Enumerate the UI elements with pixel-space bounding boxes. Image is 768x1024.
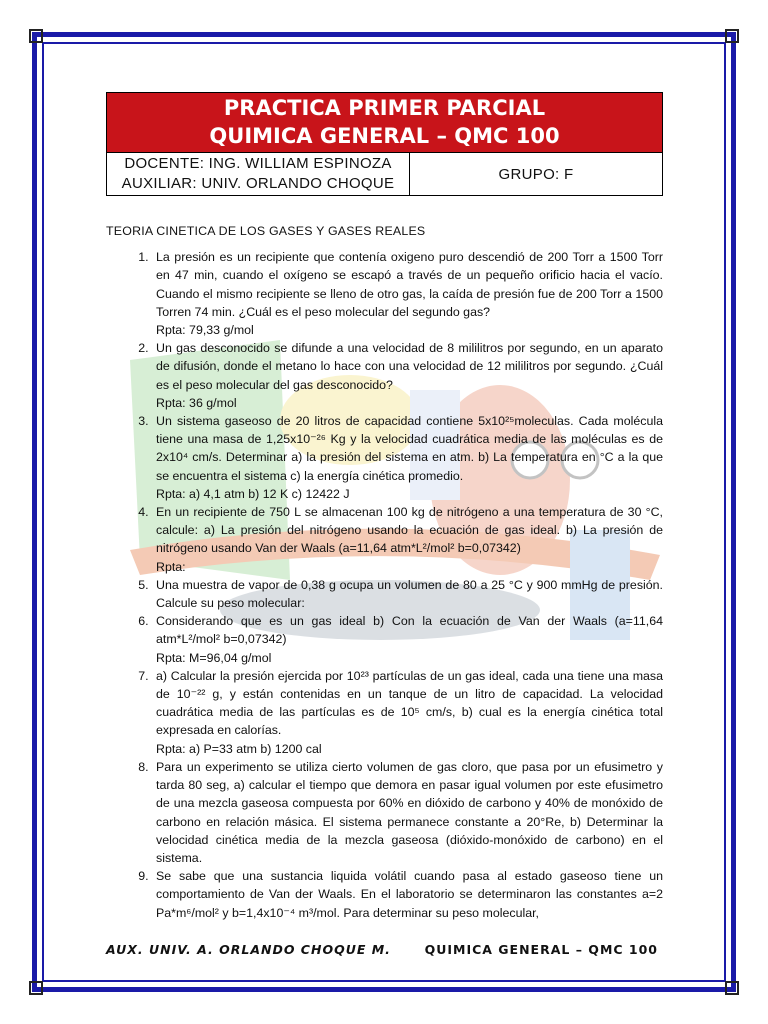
problem-text: En un recipiente de 750 L se almacenan 100 kg de nitrógeno a una temperatura de 30 °C, calcule: a) La presión del nitrógeno usando la ecuación de gas ideal. b) La presión de nitrógeno usando Van der Waals (a=11,64 atm*L²/mol² b=0,07342) — [156, 505, 663, 556]
problem-list — [106, 248, 663, 922]
footer-course: QUIMICA GENERAL – QMC 100 — [424, 942, 658, 957]
document-body — [106, 222, 663, 922]
problem-text: Una muestra de vapor de 0,38 g ocupa un volumen de 80 a 25 °C y 900 mmHg de presión. Calcule su peso molecular: — [156, 577, 663, 611]
problem-item — [152, 503, 663, 576]
problem-item — [152, 667, 663, 758]
problem-item — [152, 612, 663, 667]
document-header — [106, 92, 663, 196]
title-line-2: QUIMICA GENERAL – QMC 100 — [209, 124, 560, 148]
corner-ornament — [29, 29, 43, 43]
page-footer — [106, 942, 658, 957]
answer-text: Rpta: a) 4,1 atm b) 12 K c) 12422 J — [156, 486, 350, 501]
grupo-label: GRUPO: F — [498, 165, 574, 183]
problem-text: La presión es un recipiente que contenía oxigeno puro descendió de 200 Torr a 1500 Torr en 47 min, cuando el oxígeno se escapó a través de un pequeño orificio hacia el vacío. Cuando el mismo recipiente se lleno de otro gas, la caída de presión fue de 200 Torr a 1500 Torren 74 min. ¿Cuál es el peso molecular del segundo gas? — [156, 250, 663, 319]
corner-ornament — [725, 29, 739, 43]
problem-item — [152, 412, 663, 503]
problem-text: Para un experimento se utiliza cierto volumen de gas cloro, que pasa por un efusimetro y tarda 80 seg, a) calcular el tiempo que demora en pasar igual volumen por este efusimetro de una mezcla gaseosa compuesta por 60% en dióxido de carbono y 40% de monóxido de carbono en relación másica. El sistema permanece constante a 20°Re, b) Determinar la velocidad cinética media de la mezcla gaseosa (dióxido-monóxido de carbono) en el sistema. — [156, 759, 663, 865]
answer-text: Rpta: — [156, 559, 186, 574]
grupo-cell — [410, 153, 662, 195]
problem-item — [152, 339, 663, 412]
section-title: TEORIA CINETICA DE LOS GASES Y GASES REALES — [106, 224, 426, 238]
footer-author: AUX. UNIV. A. ORLANDO CHOQUE M. — [106, 942, 391, 957]
info-table — [106, 153, 663, 196]
answer-text: Rpta: M=96,04 g/mol — [156, 650, 272, 665]
title-line-1: PRACTICA PRIMER PARCIAL — [223, 96, 546, 120]
problem-item — [152, 576, 663, 612]
answer-text: Rpta: a) P=33 atm b) 1200 cal — [156, 741, 322, 756]
title-banner — [106, 92, 663, 153]
problem-text: Considerando que es un gas ideal b) Con la ecuación de Van der Waals (a=11,64 atm*L²/mol² b=0,07342) — [156, 614, 663, 647]
corner-ornament — [725, 981, 739, 995]
problem-text: Se sabe que una sustancia liquida volátil cuando pasa al estado gaseoso tiene un comportamiento de Van der Waals. En el laboratorio se determinaron las constantes a=2 Pa*m⁶/mol² y b=1,4x10⁻⁴ m³/mol. Para determinar su peso molecular, — [156, 869, 663, 920]
problem-text: Un gas desconocido se difunde a una velocidad de 8 mililitros por segundo, en un aparato de difusión, donde el metano lo hace con una velocidad de 12 mililitros por segundo. ¿Cuál es el peso molecular del gas desconocido? — [156, 341, 663, 392]
corner-ornament — [29, 981, 43, 995]
problem-item — [152, 867, 663, 922]
answer-text: Rpta: 36 g/mol — [156, 395, 237, 410]
answer-text: Rpta: 79,33 g/mol — [156, 323, 254, 338]
docente-label: DOCENTE: ING. WILLIAM ESPINOZA — [124, 155, 392, 172]
staff-cell — [107, 153, 410, 195]
auxiliar-label: AUXILIAR: UNIV. ORLANDO CHOQUE — [121, 175, 395, 192]
problem-item — [152, 248, 663, 339]
problem-text: a) Calcular la presión ejercida por 10²³ partículas de un gas ideal, cada una tiene una masa de 10⁻²² g, y están contenidas en un tanque de un litro de capacidad. La velocidad cuadrática media de las partículas es de 10⁵ cm/s, b) cual es la energía cinética total expresada en calorías. — [156, 668, 663, 738]
problem-item — [152, 758, 663, 867]
problem-text: Un sistema gaseoso de 20 litros de capacidad contiene 5x10²⁵moleculas. Cada molécula tiene una masa de 1,25x10⁻²⁶ Kg y la velocidad cuadrática media de las moléculas es de 2x10⁴ cm/s. Determinar a) la presión del sistema en atm. b) La temperatura en °C a la que se encuentra el sistema c) la energía cinética promedio. — [156, 414, 663, 483]
